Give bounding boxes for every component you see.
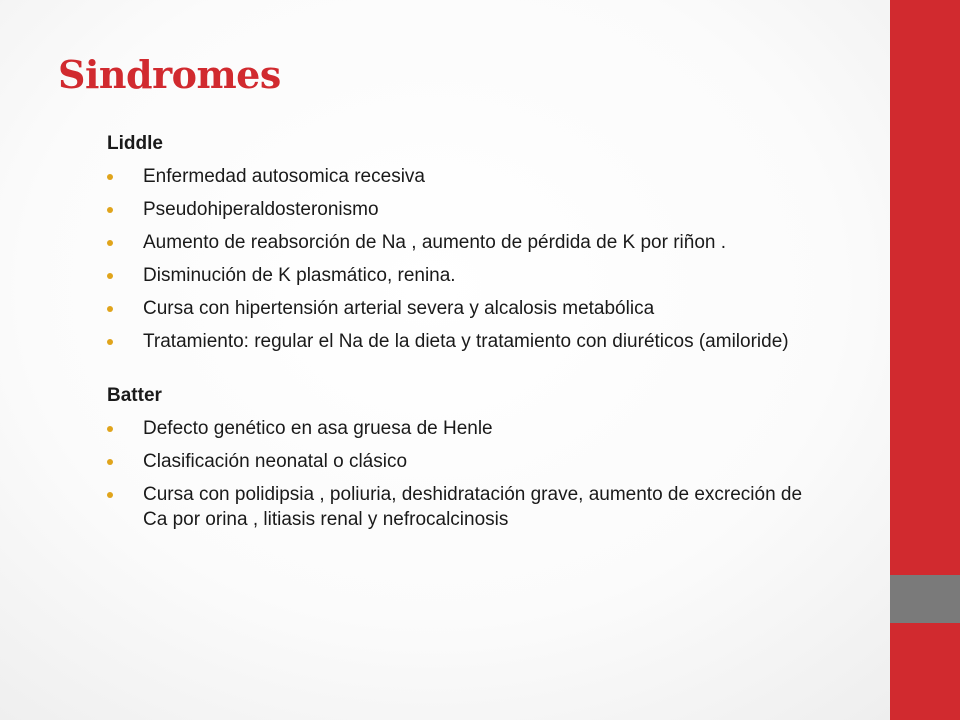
section-liddle — [107, 133, 827, 354]
bullet-text: Defecto genético en asa gruesa de Henle — [143, 418, 493, 439]
list-item — [107, 197, 827, 222]
bullet-text: Tratamiento: regular el Na de la dieta y tratamiento con diuréticos (amiloride) — [143, 331, 789, 352]
side-accent-bar-gray — [890, 575, 960, 623]
bullet-icon — [107, 273, 113, 279]
bullet-text: Cursa con hipertensión arterial severa y alcalosis metabólica — [143, 298, 655, 319]
bullet-text: Aumento de reabsorción de Na , aumento de pérdida de K por riñon . — [143, 232, 727, 253]
bullet-text: Pseudohiperaldosteronismo — [143, 199, 379, 220]
bullet-icon — [107, 426, 113, 432]
bullet-icon — [107, 240, 113, 246]
bullet-text: Cursa con polidipsia , poliuria, deshidratación grave, aumento de excreción de Ca por orina , litiasis renal y nefrocalcinosis — [143, 484, 803, 530]
bullet-list — [107, 164, 827, 354]
bullet-icon — [107, 306, 113, 312]
list-item — [107, 263, 827, 288]
side-accent-bar-red-bottom — [890, 623, 960, 720]
bullet-icon — [107, 207, 113, 213]
list-item — [107, 329, 827, 354]
bullet-icon — [107, 339, 113, 345]
bullet-text: Enfermedad autosomica recesiva — [143, 166, 425, 187]
bullet-icon — [107, 459, 113, 465]
bullet-text: Clasificación neonatal o clásico — [143, 451, 408, 472]
bullet-icon — [107, 492, 113, 498]
bullet-text: Disminución de K plasmático, renina. — [143, 265, 456, 286]
bullet-list — [107, 416, 827, 532]
list-item — [107, 416, 827, 441]
slide-title: Sindromes — [58, 52, 281, 97]
section-heading: Batter — [107, 385, 162, 406]
list-item — [107, 296, 827, 321]
bullet-icon — [107, 174, 113, 180]
list-item — [107, 164, 827, 189]
side-accent-bar-red — [890, 0, 960, 575]
list-item — [107, 449, 827, 474]
section-heading: Liddle — [107, 133, 163, 154]
list-item — [107, 482, 827, 532]
section-batter — [107, 385, 827, 532]
slide-content — [107, 128, 827, 540]
list-item — [107, 230, 827, 255]
